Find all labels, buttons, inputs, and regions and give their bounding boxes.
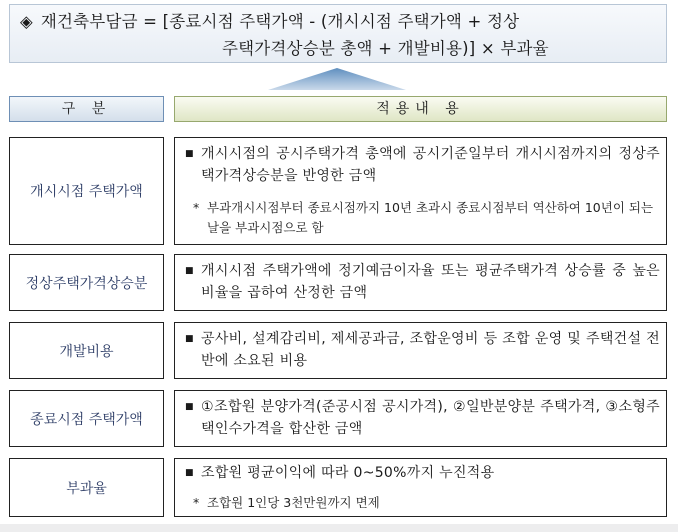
row-content-development-cost	[174, 322, 667, 379]
header-content: 적용내 용	[174, 96, 667, 122]
formula-box	[9, 4, 667, 63]
up-arrow-icon	[268, 68, 406, 90]
bullet-item: ■ 공사비, 설계감리비, 제세공과금, 조합운영비 등 조합 운영 및 주택건설 전반에 소요된 비용	[185, 328, 660, 372]
square-bullet-icon: ■	[185, 149, 194, 159]
row-content-normal-price-rise	[174, 254, 667, 311]
row-content-levy-rate	[174, 458, 667, 517]
bullet-item: ■ 조합원 평균이익에 따라 0~50%까지 누진적용	[185, 462, 660, 484]
header-category: 구 분	[9, 96, 164, 122]
row-label-start-value: 개시시점 주택가액	[9, 137, 164, 245]
formula-line-1	[20, 8, 519, 35]
note-item: * 조합원 1인당 3천만원까지 면제	[193, 493, 660, 513]
row-content-start-value	[174, 137, 667, 245]
formula-text-1: 재건축부담금 = [종료시점 주택가액 - (개시시점 주택가액 + 정상	[40, 12, 520, 31]
bullet-item: ■ 개시시점 주택가액에 정기예금이자율 또는 평균주택가격 상승률 중 높은 비율을 곱하여 산정한 금액	[185, 260, 660, 304]
note-item: * 부과개시시점부터 종료시점까지 10년 초과시 종료시점부터 역산하여 10년이 되는 날을 부과시점으로 함	[193, 200, 654, 235]
diamond-bullet-icon: ◈	[20, 12, 33, 31]
square-bullet-icon: ■	[185, 402, 194, 412]
square-bullet-icon: ■	[185, 266, 194, 276]
bullet-item: ■ ①조합원 분양가격(준공시점 공시가격), ②일반분양분 주택가격, ③소형주택인수가격을 합산한 금액	[185, 396, 660, 440]
row-label-development-cost: 개발비용	[9, 322, 164, 379]
asterisk-icon: *	[193, 200, 200, 215]
row-label-end-value: 종료시점 주택가액	[9, 390, 164, 447]
square-bullet-icon: ■	[185, 334, 194, 344]
formula-line-2: 주택가격상승분 총액 + 개발비용)] × 부과율	[222, 39, 549, 58]
row-label-normal-price-rise: 정상주택가격상승분	[9, 254, 164, 311]
row-content-end-value	[174, 390, 667, 447]
row-label-levy-rate: 부과율	[9, 458, 164, 517]
asterisk-icon: *	[193, 495, 200, 510]
bottom-strip	[0, 524, 678, 532]
square-bullet-icon: ■	[185, 468, 194, 478]
bullet-item: ■ 개시시점의 공시주택가격 총액에 공시기준일부터 개시시점까지의 정상주택가격상승분을 반영한 금액	[185, 143, 660, 187]
